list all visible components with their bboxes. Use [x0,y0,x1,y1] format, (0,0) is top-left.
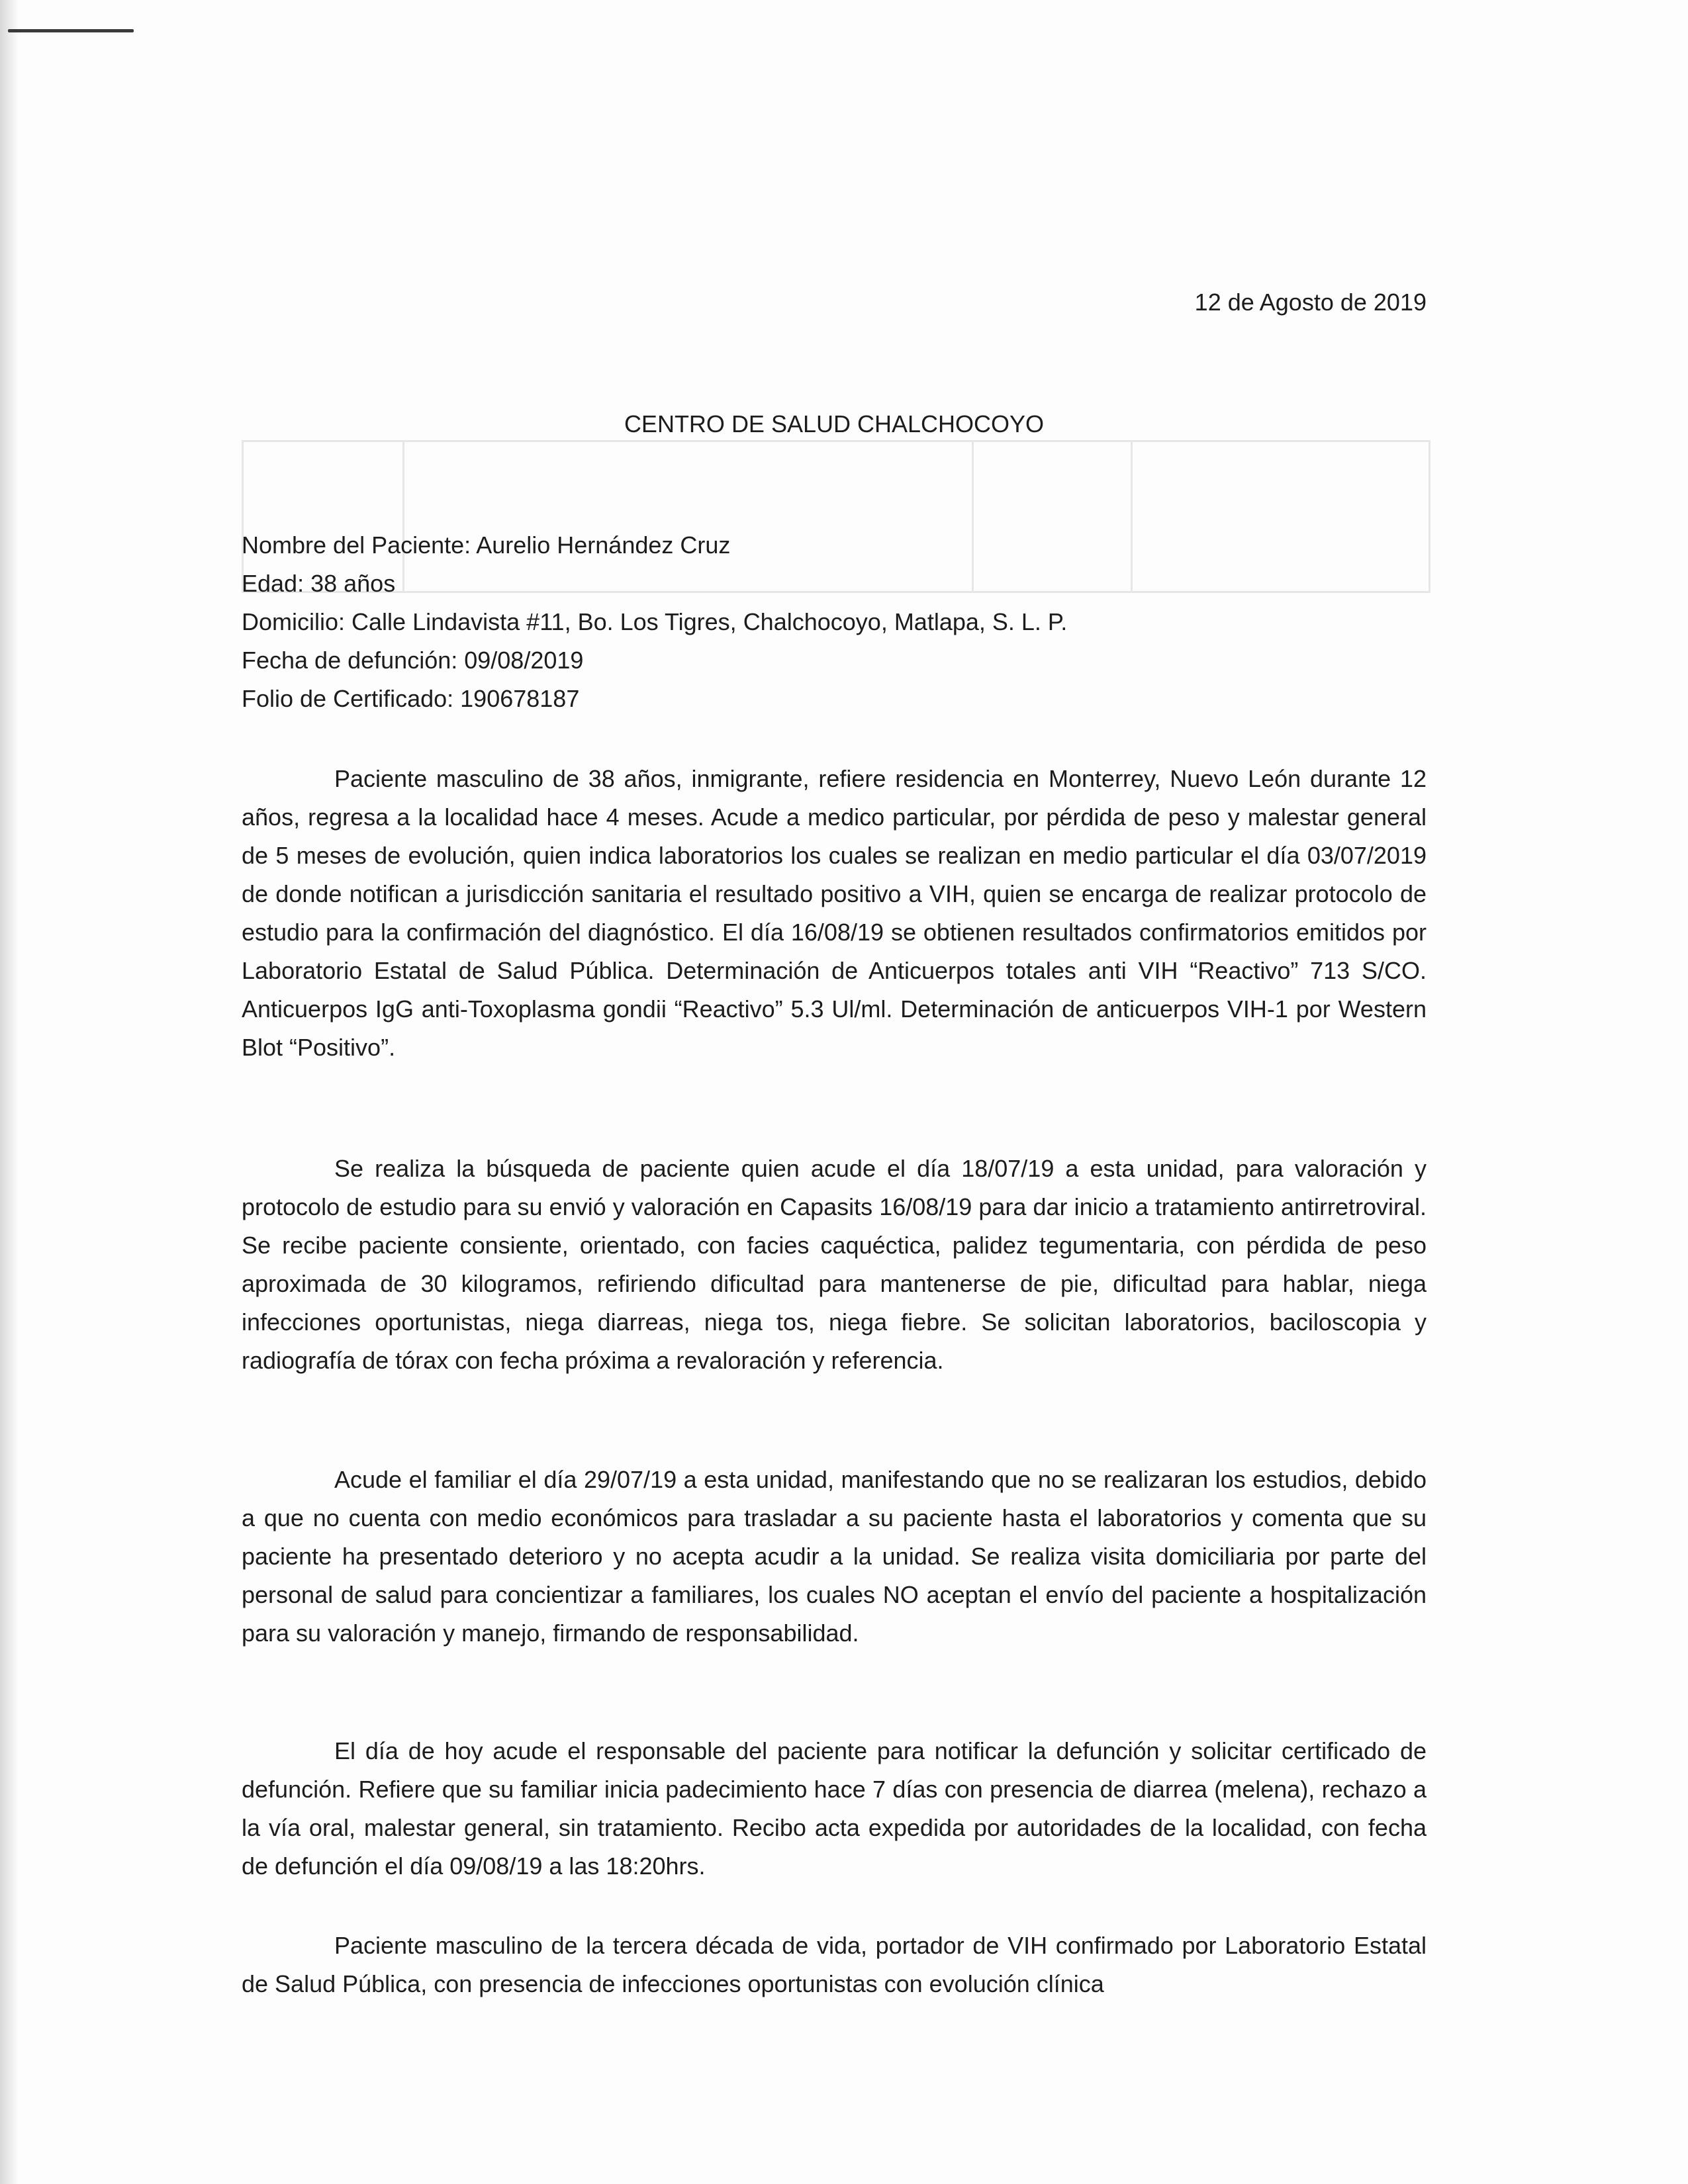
paragraph-summary: Paciente masculino de la tercera década de vida, portador de VIH confirmado por Laboratorio Estatal de Salud Pública, con presencia de infecciones oportunistas con evolución clínica [242,1932,1427,1997]
certificate-folio: Folio de Certificado: 190678187 [242,685,580,712]
paragraph-family-visit: Acude el familiar el día 29/07/19 a esta unidad, manifestando que no se realizaran los estudios, debido a que no cuenta con medio económicos para trasladar a su paciente hasta el laboratorios y comenta que su paciente ha presentado deterioro y no acepta acudir a la unidad. Se realiza visita domiciliaria por parte del personal de salud para concientizar a familiares, los cuales NO aceptan el envío del paciente a hospitalización para su valoración y manejo, firmando de responsabilidad. [242,1466,1427,1647]
patient-info-block [242,526,1427,718]
paragraph-death-notification: El día de hoy acude el responsable del paciente para notificar la defunción y solicitar certificado de defunción. Refiere que su familiar inicia padecimiento hace 7 días con presencia de diarrea (melena), rechazo a la vía oral, malestar general, sin tratamiento. Recibo acta expedida por autoridades de la localidad, con fecha de defunción el día 09/08/19 a las 18:20hrs. [242,1737,1427,1880]
patient-age: Edad: 38 años [242,570,396,597]
patient-name: Nombre del Paciente: Aurelio Hernández Cruz [242,531,731,559]
paragraph-clinical-history: Paciente masculino de 38 años, inmigrante, refiere residencia en Monterrey, Nuevo León durante 12 años, regresa a la localidad hace 4 meses. Acude a medico particular, por pérdida de peso y malestar general de 5 meses de evolución, quien indica laboratorios los cuales se realizan en medio particular el día 03/07/2019 de donde notifican a jurisdicción sanitaria el resultado positivo a VIH, quien se encarga de realizar protocolo de estudio para la confirmación del diagnóstico. El día 16/08/19 se obtienen resultados confirmatorios emitidos por Laboratorio Estatal de Salud Pública. Determinación de Anticuerpos totales anti VIH “Reactivo” 713 S/CO. Anticuerpos IgG anti-Toxoplasma gondii “Reactivo” 5.3 Ul/ml. Determinación de anticuerpos VIH-1 por Western Blot “Positivo”. [242,765,1427,1061]
scan-edge-shadow [0,0,19,2184]
paragraph-patient-search: Se realiza la búsqueda de paciente quien acude el día 18/07/19 a esta unidad, para valoración y protocolo de estudio para su envió y valoración en Capasits 16/08/19 para dar inicio a tratamiento antirretroviral. Se recibe paciente consiente, orientado, con facies caquéctica, palidez tegumentaria, con pérdida de peso aproximada de 30 kilogramos, refiriendo dificultad para mantenerse de pie, dificultad para hablar, niega infecciones oportunistas, niega diarreas, niega tos, niega fiebre. Se solicitan laboratorios, baciloscopia y radiografía de tórax con fecha próxima a revaloración y referencia. [242,1155,1427,1374]
document-title: CENTRO DE SALUD CHALCHOCOYO [624,410,1045,437]
patient-address: Domicilio: Calle Lindavista #11, Bo. Los Tigres, Chalchocoyo, Matlapa, S. L. P. [242,608,1068,635]
scan-edge-mark [8,29,134,32]
document-date: 12 de Agosto de 2019 [1194,289,1427,316]
death-date: Fecha de defunción: 09/08/2019 [242,647,584,674]
